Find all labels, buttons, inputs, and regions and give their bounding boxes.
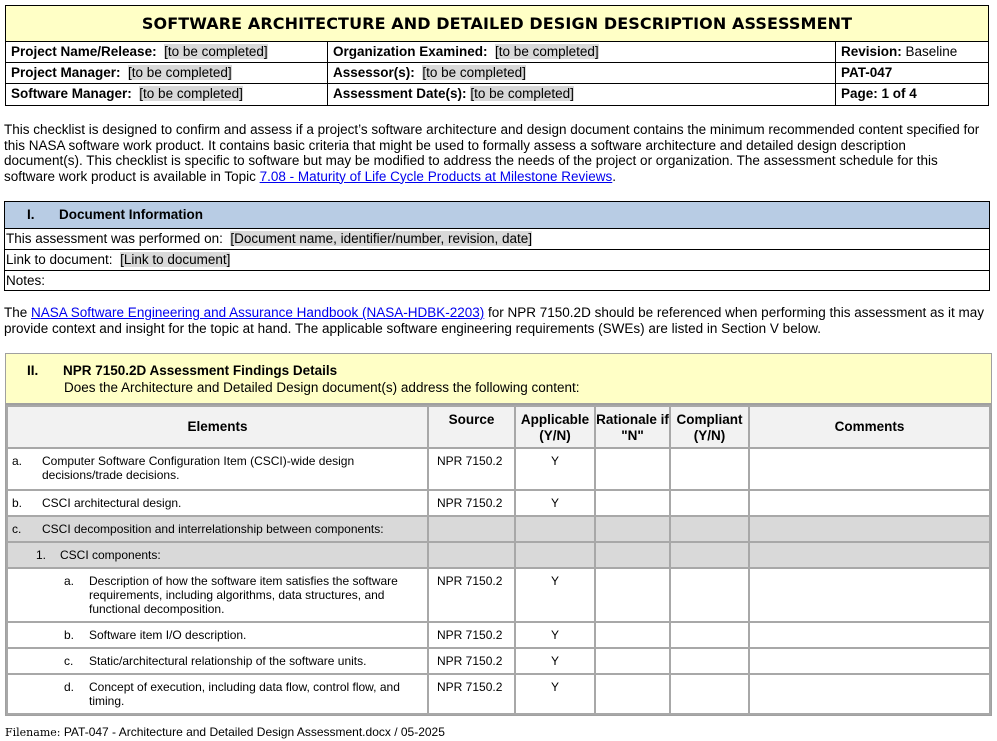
applicable-cell[interactable]: Y <box>515 674 595 714</box>
section2-subtitle: Does the Architecture and Detailed Design document(s) address the following content: <box>64 380 580 395</box>
performed-on-label: This assessment was performed on: <box>6 231 223 246</box>
findings-table <box>6 405 991 715</box>
header-row-2 <box>6 63 988 84</box>
assessment-date-label: Assessment Date(s): <box>333 86 467 101</box>
applicable-cell[interactable]: Y <box>515 648 595 674</box>
project-name-field[interactable]: [to be completed] <box>164 44 268 59</box>
findings-row <box>7 448 990 490</box>
link-to-document-row <box>5 250 989 271</box>
element-marker: a. <box>12 454 23 468</box>
element-text: CSCI decomposition and interrelationship between components: <box>42 522 384 536</box>
findings-row <box>7 490 990 516</box>
element-text: Description of how the software item satisfies the software requirements, including algorithms, data structures, and functional decomposition. <box>89 574 398 616</box>
findings-row <box>7 648 990 674</box>
col-elements: Elements <box>7 406 428 448</box>
comments-cell[interactable] <box>749 568 990 622</box>
compliant-cell[interactable] <box>670 568 749 622</box>
rationale-cell[interactable] <box>595 516 670 542</box>
notes-row[interactable] <box>5 271 989 290</box>
element-cell <box>7 516 428 542</box>
source-cell: NPR 7150.2 <box>428 674 515 714</box>
rationale-cell[interactable] <box>595 648 670 674</box>
element-text: Computer Software Configuration Item (CSCI)-wide design decisions/trade decisions. <box>42 454 355 482</box>
document-id: PAT-047 <box>841 65 893 80</box>
col-applicable: Applicable (Y/N) <box>515 406 595 448</box>
software-manager-field[interactable]: [to be completed] <box>139 86 243 101</box>
comments-cell[interactable] <box>749 516 990 542</box>
rationale-cell[interactable] <box>595 622 670 648</box>
section2-heading <box>6 354 991 405</box>
rationale-cell[interactable] <box>595 448 670 490</box>
source-cell: NPR 7150.2 <box>428 490 515 516</box>
handbook-link[interactable]: NASA Software Engineering and Assurance Handbook (NASA-HDBK-2203) <box>31 305 485 320</box>
applicable-cell[interactable]: Y <box>515 448 595 490</box>
footer <box>5 725 445 740</box>
findings-row <box>7 542 990 568</box>
organization-label: Organization Examined: <box>333 44 488 59</box>
element-marker: c. <box>64 654 74 668</box>
project-manager-field[interactable]: [to be completed] <box>128 65 232 80</box>
col-compliant: Compliant (Y/N) <box>670 406 749 448</box>
element-marker: 1. <box>36 548 47 562</box>
element-marker: c. <box>12 522 22 536</box>
element-text: CSCI architectural design. <box>42 496 182 510</box>
performed-on-field[interactable]: [Document name, identifier/number, revision, date] <box>230 231 533 246</box>
document-title: SOFTWARE ARCHITECTURE AND DETAILED DESIGN DESCRIPTION ASSESSMENT <box>6 6 988 42</box>
element-cell <box>7 622 428 648</box>
compliant-cell[interactable] <box>670 516 749 542</box>
filename-value: PAT-047 - Architecture and Detailed Design Assessment.docx / 05-2025 <box>63 725 445 739</box>
applicable-cell[interactable]: Y <box>515 568 595 622</box>
assessor-field[interactable]: [to be completed] <box>422 65 526 80</box>
comments-cell[interactable] <box>749 622 990 648</box>
element-marker: b. <box>12 496 23 510</box>
software-manager-label: Software Manager: <box>11 86 132 101</box>
section2-number: II. <box>27 363 39 378</box>
page-label: Page: <box>841 86 878 101</box>
compliant-cell[interactable] <box>670 490 749 516</box>
source-cell: NPR 7150.2 <box>428 448 515 490</box>
filename-label: Filename: <box>5 726 61 739</box>
intro-paragraph <box>4 122 984 184</box>
comments-cell[interactable] <box>749 674 990 714</box>
comments-cell[interactable] <box>749 542 990 568</box>
findings-row <box>7 622 990 648</box>
revision-label: Revision: <box>841 44 902 59</box>
assessment-findings-section <box>5 353 992 716</box>
applicable-cell[interactable]: Y <box>515 622 595 648</box>
reference-paragraph <box>4 305 988 337</box>
source-cell: NPR 7150.2 <box>428 568 515 622</box>
source-cell: NPR 7150.2 <box>428 648 515 674</box>
compliant-cell[interactable] <box>670 622 749 648</box>
document-header <box>5 5 989 106</box>
comments-cell[interactable] <box>749 648 990 674</box>
compliant-cell[interactable] <box>670 448 749 490</box>
rationale-cell[interactable] <box>595 568 670 622</box>
element-text: Static/architectural relationship of the software units. <box>89 654 367 668</box>
rationale-cell[interactable] <box>595 490 670 516</box>
section1-title: Document Information <box>59 207 203 222</box>
element-marker: d. <box>64 680 75 694</box>
link-to-document-label: Link to document: <box>6 252 113 267</box>
element-cell <box>7 448 428 490</box>
source-cell: NPR 7150.2 <box>428 622 515 648</box>
intro-text: This checklist is designed to confirm and assess if a project’s software architecture and design document contains the minimum recommended content specified for this NASA software work product. It contains basic criteria that might be used to formally assess a software architecture and detailed design description document(s). This checklist is specific to software but may be modified to address the needs of the project or organization. The assessment schedule for this software work product is available in Topic <box>4 122 980 184</box>
applicable-cell[interactable]: Y <box>515 490 595 516</box>
element-text: Software item I/O description. <box>89 628 247 642</box>
findings-header-row <box>7 406 990 448</box>
source-cell <box>428 516 515 542</box>
section2-title: NPR 7150.2D Assessment Findings Details <box>63 363 338 378</box>
col-comments: Comments <box>749 406 990 448</box>
performed-on-row <box>5 229 989 250</box>
applicable-cell[interactable] <box>515 516 595 542</box>
rationale-cell[interactable] <box>595 674 670 714</box>
document-information-section <box>4 201 990 291</box>
link-to-document-field[interactable]: [Link to document] <box>120 252 231 267</box>
element-marker: a. <box>64 574 75 588</box>
element-cell <box>7 542 428 568</box>
reference-post: for NPR 7150.2D should be referenced when performing this assessment as it may provide context and insight for the topic at hand. The applicable software engineering requirements (SWEs) are listed in Section V below. <box>4 305 985 336</box>
element-cell <box>7 674 428 714</box>
findings-row <box>7 516 990 542</box>
revision-value: Baseline <box>905 44 958 59</box>
section1-heading <box>5 202 989 229</box>
element-text: Concept of execution, including data flow, control flow, and timing. <box>89 680 400 708</box>
intro-tail: . <box>612 168 617 184</box>
element-marker: b. <box>64 628 75 642</box>
section1-number: I. <box>27 207 35 222</box>
col-rationale: Rationale if "N" <box>595 406 670 448</box>
element-cell <box>7 490 428 516</box>
assessor-label: Assessor(s): <box>333 65 415 80</box>
compliant-cell[interactable] <box>670 542 749 568</box>
page-number: 1 of 4 <box>881 86 917 101</box>
findings-row <box>7 674 990 714</box>
maturity-topic-link[interactable]: 7.08 - Maturity of Life Cycle Products at Milestone Reviews <box>259 168 613 184</box>
element-cell <box>7 648 428 674</box>
element-text: CSCI components: <box>60 548 161 562</box>
applicable-cell[interactable] <box>515 542 595 568</box>
assessment-date-field[interactable]: [to be completed] <box>470 86 574 101</box>
rationale-cell[interactable] <box>595 542 670 568</box>
comments-cell[interactable] <box>749 490 990 516</box>
header-row-1 <box>6 42 988 63</box>
project-manager-label: Project Manager: <box>11 65 121 80</box>
compliant-cell[interactable] <box>670 648 749 674</box>
reference-pre: The <box>4 305 32 320</box>
element-cell <box>7 568 428 622</box>
notes-label: Notes: <box>6 273 46 288</box>
comments-cell[interactable] <box>749 448 990 490</box>
organization-field[interactable]: [to be completed] <box>495 44 599 59</box>
header-row-3 <box>6 84 988 105</box>
col-source: Source <box>428 406 515 448</box>
compliant-cell[interactable] <box>670 674 749 714</box>
project-name-label: Project Name/Release: <box>11 44 157 59</box>
findings-row <box>7 568 990 622</box>
source-cell <box>428 542 515 568</box>
